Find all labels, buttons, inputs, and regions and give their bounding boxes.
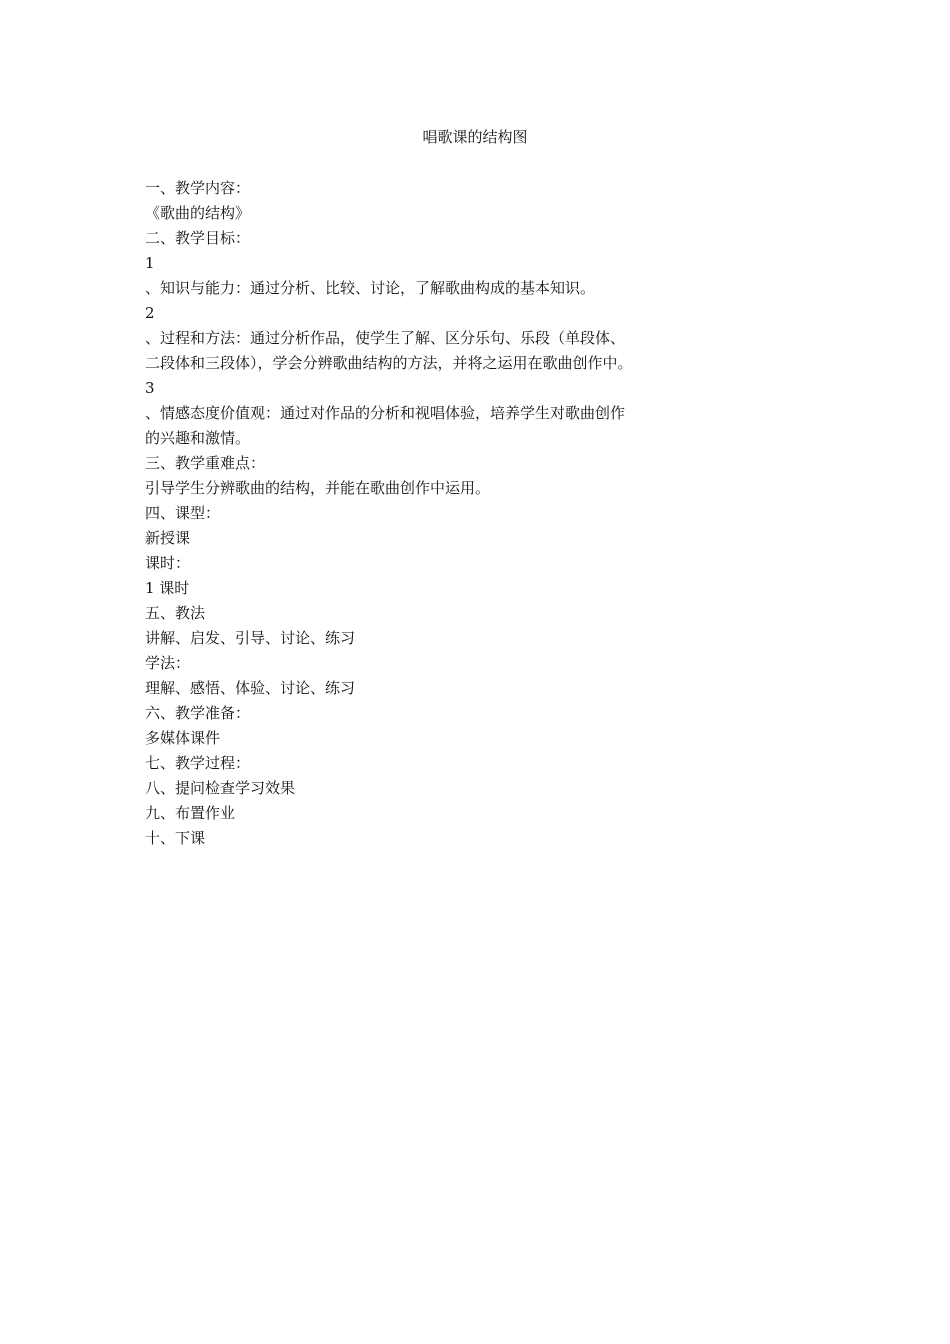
document-title: 唱歌课的结构图 (422, 128, 528, 146)
paragraph-line: 的兴趣和激情。 (145, 429, 251, 447)
paragraph-line: 多媒体课件 (145, 729, 221, 747)
paragraph-line: 、情感态度价值观：通过对作品的分析和视唱体验，培养学生对歌曲创作 (145, 404, 626, 422)
paragraph-line: 理解、感悟、体验、讨论、练习 (145, 679, 356, 697)
paragraph-line: 新授课 (145, 529, 191, 547)
section-heading-objectives: 二、教学目标： (145, 229, 251, 247)
section-heading-key-points: 三、教学重难点： (145, 454, 266, 472)
paragraph-line: 课时： (145, 554, 191, 572)
paragraph-line: 引导学生分辨歌曲的结构，并能在歌曲创作中运用。 (145, 479, 491, 497)
section-heading-preparation: 六、教学准备： (145, 704, 251, 722)
list-number: 1 (145, 254, 155, 272)
paragraph-line: 《歌曲的结构》 (145, 204, 251, 222)
section-heading-content: 一、教学内容： (145, 179, 251, 197)
paragraph-line: 二段体和三段体），学会分辨歌曲结构的方法，并将之运用在歌曲创作中。 (145, 354, 633, 372)
paragraph-line: 、知识与能力：通过分析、比较、讨论，了解歌曲构成的基本知识。 (145, 279, 596, 297)
document-body (145, 176, 705, 851)
section-heading-process: 七、教学过程： (145, 754, 251, 772)
paragraph-line: 讲解、启发、引导、讨论、练习 (145, 629, 356, 647)
list-number: 2 (145, 304, 155, 322)
paragraph-line: 、过程和方法：通过分析作品，使学生了解、区分乐句、乐段（单段体、 (145, 329, 626, 347)
list-number: 3 (145, 379, 155, 397)
section-heading-review: 八、提问检查学习效果 (145, 779, 296, 797)
paragraph-line: 1 课时 (145, 579, 190, 597)
section-heading-teaching-method: 五、教法 (145, 604, 206, 622)
paragraph-line: 学法： (145, 654, 191, 672)
section-heading-lesson-type: 四、课型： (145, 504, 221, 522)
section-heading-homework: 九、布置作业 (145, 804, 236, 822)
section-heading-dismiss: 十、下课 (145, 829, 206, 847)
